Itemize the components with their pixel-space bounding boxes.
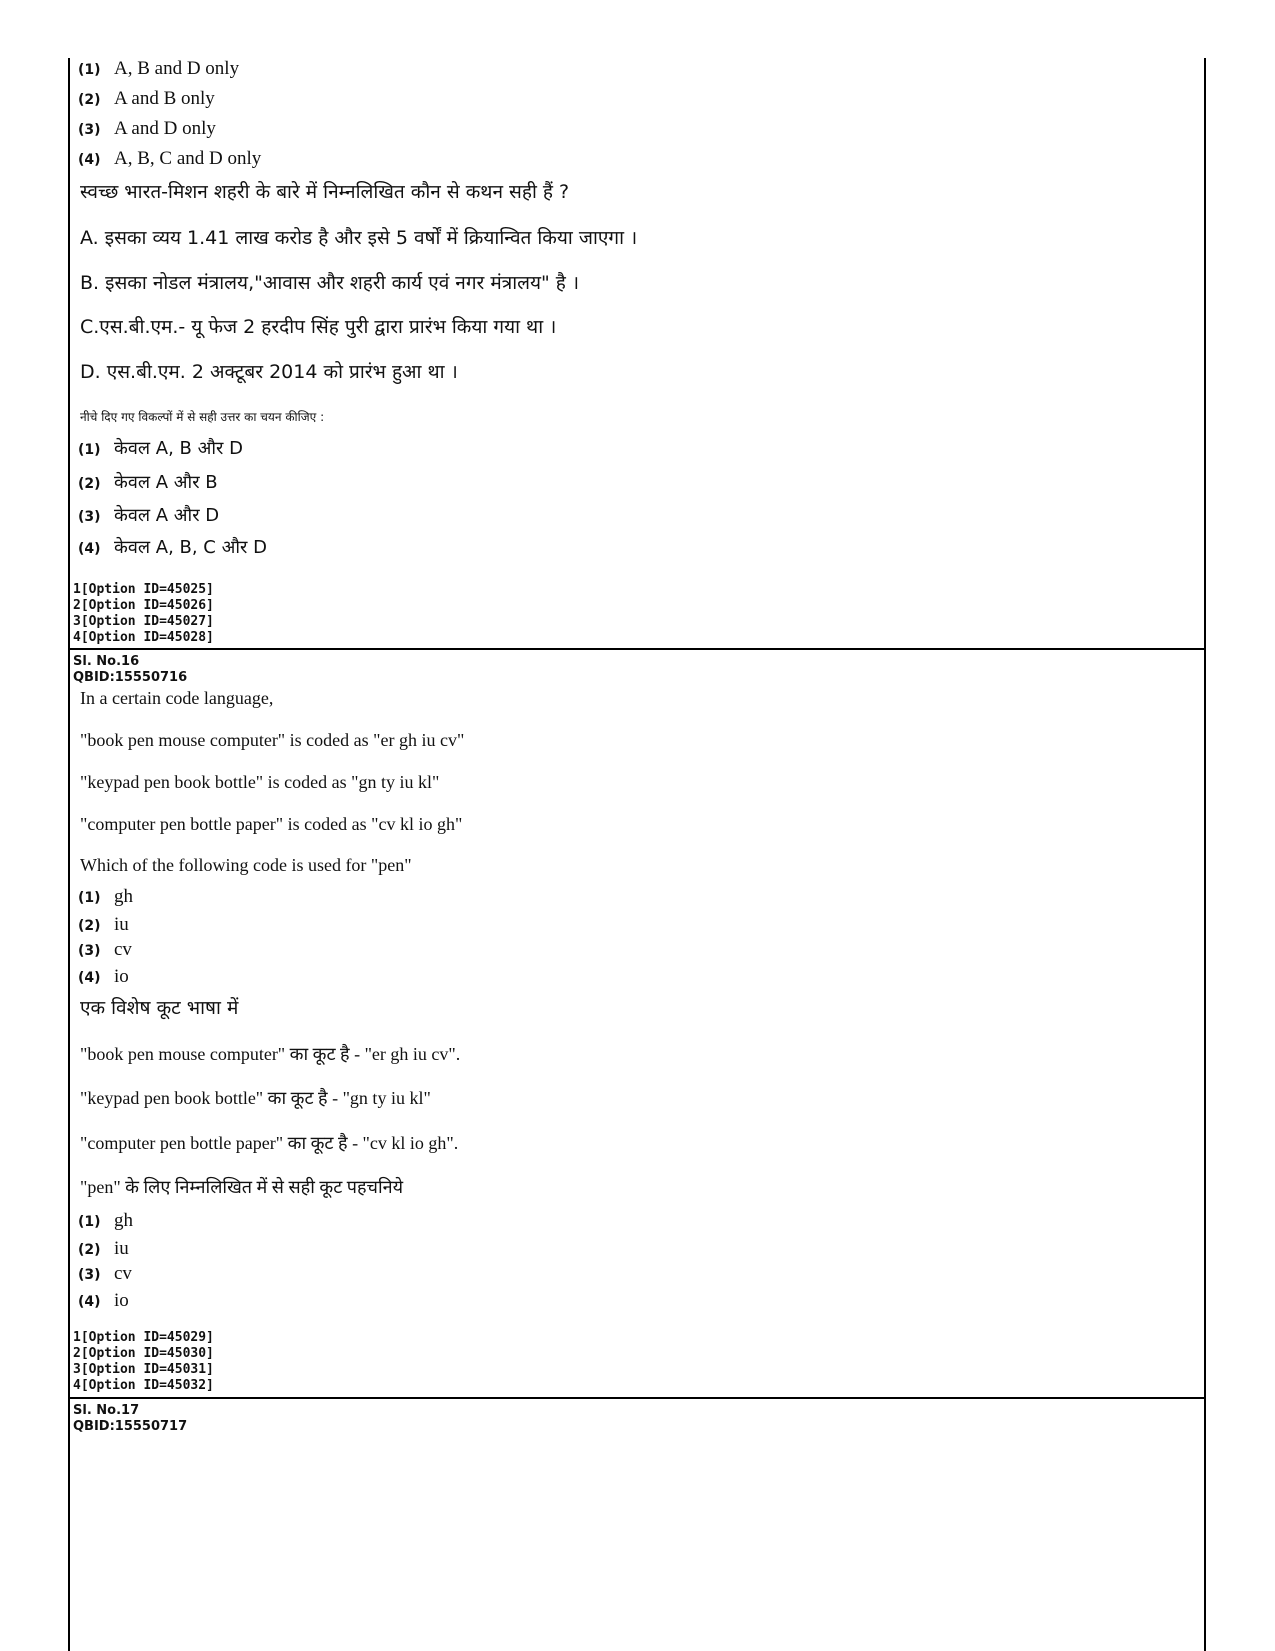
option-number: (4) <box>78 541 101 557</box>
q16-en-option-4 <box>78 966 1204 988</box>
question-divider <box>70 1397 1204 1399</box>
option-id: 2[Option ID=45026] <box>73 598 214 613</box>
prev-hindi-statement-b: B. इसका नोडल मंत्रालय,"आवास और शहरी कार्य एवं नगर मंत्रालय" है । <box>80 272 580 294</box>
prev-hindi-stem: स्वच्छ भारत-मिशन शहरी के बारे में निम्नलिखित कौन से कथन सही हैं ? <box>80 181 570 203</box>
option-number: (2) <box>78 476 101 492</box>
option-id: 4[Option ID=45028] <box>73 630 214 645</box>
q16-en-line-4: "computer pen bottle paper" is coded as "cv kl io gh" <box>80 814 463 834</box>
q16-en-line-5: Which of the following code is used for "pen" <box>80 855 412 875</box>
option-text: gh <box>114 886 133 907</box>
option-number: (3) <box>78 509 101 525</box>
q16-header <box>73 654 1204 686</box>
q16-hindi-line-4: "pen" के लिए निम्नलिखित में से सही कूट पहचनिये <box>80 1177 404 1197</box>
q16-hindi-line-1: "book pen mouse computer" का कूट है - "er gh iu cv". <box>80 1044 461 1064</box>
option-text: केवल A, B और D <box>114 438 243 459</box>
q16-en-option-1 <box>78 886 1204 908</box>
prev-en-option-3 <box>78 118 1204 140</box>
q16-en-option-2 <box>78 914 1204 936</box>
option-id: 2[Option ID=45030] <box>73 1346 214 1361</box>
option-number: (1) <box>78 62 101 78</box>
option-text: io <box>114 966 129 987</box>
option-number: (4) <box>78 970 101 986</box>
option-number: (3) <box>78 1267 101 1283</box>
option-text: केवल A, B, C और D <box>114 537 267 558</box>
option-text: iu <box>114 914 129 935</box>
question-divider <box>70 648 1204 650</box>
prev-option-ids <box>73 582 1204 646</box>
option-number: (1) <box>78 890 101 906</box>
option-number: (3) <box>78 122 101 138</box>
question-paper-frame <box>68 58 1206 1651</box>
q16-hindi-intro: एक विशेष कूट भाषा में <box>80 997 239 1019</box>
serial-number: Sl. No.16 <box>73 654 140 669</box>
prev-en-option-2 <box>78 88 1204 110</box>
q16-hindi-line-3: "computer pen bottle paper" का कूट है - "cv kl io gh". <box>80 1133 459 1153</box>
q16-hindi-line-2: "keypad pen book bottle" का कूट है - "gn ty iu kl" <box>80 1088 431 1108</box>
q16-hi-option-1 <box>78 1210 1204 1232</box>
option-number: (1) <box>78 442 101 458</box>
prev-hindi-statement-a: A. इसका व्यय 1.41 लाख करोड है और इसे 5 वर्षों में क्रियान्वित किया जाएगा । <box>80 227 638 249</box>
option-text: cv <box>114 939 132 960</box>
prev-hindi-instruction: नीचे दिए गए विकल्पों में से सही उत्तर का चयन कीजिए : <box>80 410 325 424</box>
q16-option-ids <box>73 1330 1204 1394</box>
prev-en-option-1 <box>78 58 1204 80</box>
option-number: (4) <box>78 152 101 168</box>
option-number: (2) <box>78 92 101 108</box>
option-number: (2) <box>78 1242 101 1258</box>
option-text: केवल A और B <box>114 472 218 493</box>
option-id: 4[Option ID=45032] <box>73 1378 214 1393</box>
serial-number: Sl. No.17 <box>73 1403 140 1418</box>
option-id: 3[Option ID=45027] <box>73 614 214 629</box>
option-number: (1) <box>78 1214 101 1230</box>
prev-hi-option-1 <box>78 436 1204 460</box>
q16-en-option-3 <box>78 939 1204 961</box>
option-text: A and B only <box>114 88 215 109</box>
q16-hi-option-3 <box>78 1263 1204 1285</box>
qbid: QBID:15550716 <box>73 670 188 685</box>
q16-hi-option-2 <box>78 1238 1204 1260</box>
prev-hi-option-3 <box>78 503 1204 527</box>
option-text: A, B and D only <box>114 58 240 79</box>
prev-hi-option-4 <box>78 535 1204 559</box>
option-number: (2) <box>78 918 101 934</box>
option-id: 1[Option ID=45025] <box>73 582 214 597</box>
option-text: A, B, C and D only <box>114 148 262 169</box>
option-id: 1[Option ID=45029] <box>73 1330 214 1345</box>
option-text: cv <box>114 1263 132 1284</box>
option-id: 3[Option ID=45031] <box>73 1362 214 1377</box>
prev-en-option-4 <box>78 148 1204 170</box>
q16-en-line-3: "keypad pen book bottle" is coded as "gn ty iu kl" <box>80 772 440 792</box>
option-text: iu <box>114 1238 129 1259</box>
option-number: (4) <box>78 1294 101 1310</box>
prev-hi-option-2 <box>78 470 1204 494</box>
option-text: A and D only <box>114 118 216 139</box>
option-text: io <box>114 1290 129 1311</box>
qbid: QBID:15550717 <box>73 1419 188 1434</box>
prev-hindi-statement-d: D. एस.बी.एम. 2 अक्टूबर 2014 को प्रारंभ हुआ था । <box>80 361 458 383</box>
option-text: gh <box>114 1210 133 1231</box>
q16-hi-option-4 <box>78 1290 1204 1312</box>
option-number: (3) <box>78 943 101 959</box>
q17-header <box>73 1403 1204 1435</box>
q16-en-line-2: "book pen mouse computer" is coded as "er gh iu cv" <box>80 730 465 750</box>
prev-hindi-statement-c: C.एस.बी.एम.- यू फेज 2 हरदीप सिंह पुरी द्वारा प्रारंभ किया गया था । <box>80 316 557 338</box>
q16-en-line-1: In a certain code language, <box>80 688 274 708</box>
option-text: केवल A और D <box>114 505 220 526</box>
